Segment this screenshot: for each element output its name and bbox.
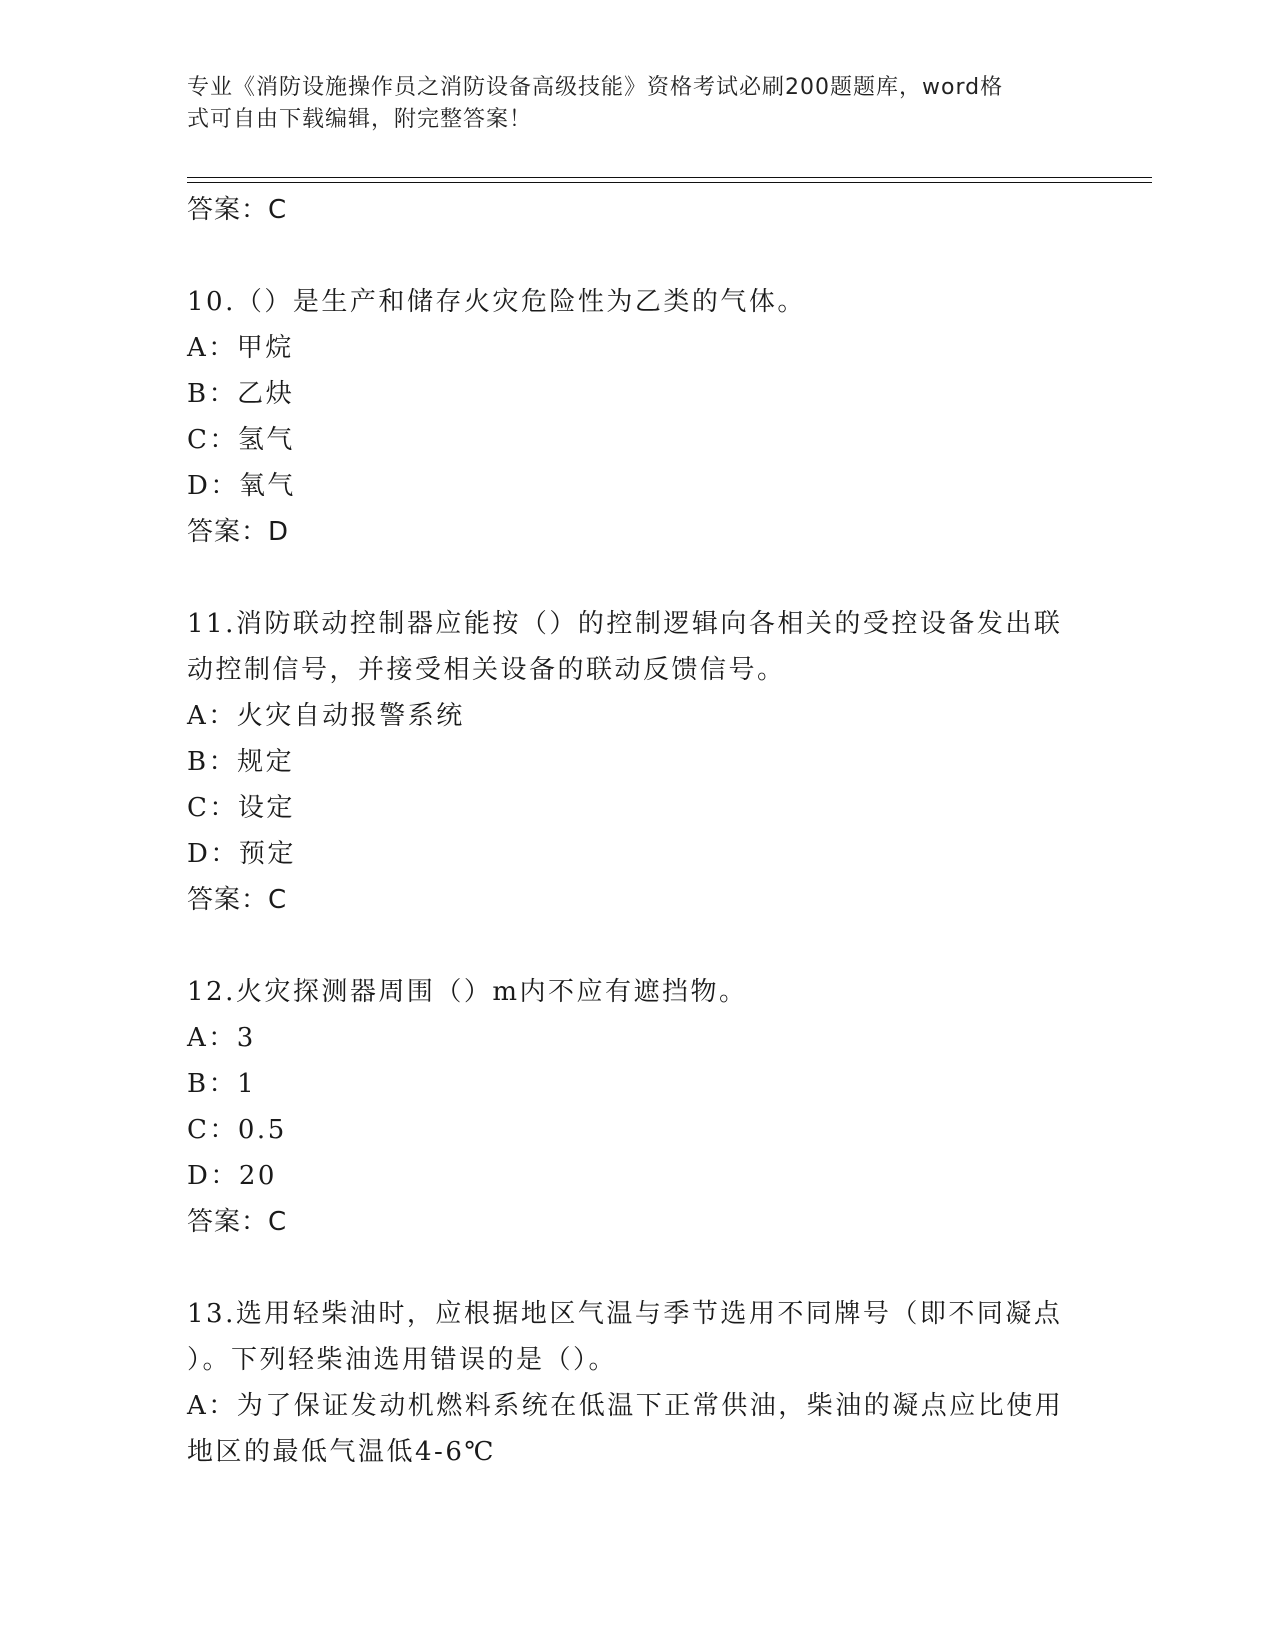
answer-line: 答案：C xyxy=(187,885,288,915)
question-stem: 12.火灾探测器周围（）m内不应有遮挡物。 xyxy=(187,977,748,1007)
question-stem-cont: ）。下列轻柴油选用错误的是（）。 xyxy=(187,1345,618,1375)
question-block xyxy=(187,1291,1077,1475)
option-a: A：甲烷 xyxy=(187,333,294,363)
option-b: B：乙炔 xyxy=(187,379,295,409)
option-b: B：1 xyxy=(187,1069,257,1099)
document-header xyxy=(187,72,1067,136)
option-a-cont: 地区的最低气温低4-6℃ xyxy=(187,1437,496,1467)
spacer xyxy=(187,233,1077,279)
option-d: D：20 xyxy=(187,1161,277,1191)
question-block xyxy=(187,279,1077,555)
spacer xyxy=(187,1245,1077,1291)
spacer xyxy=(187,923,1077,969)
document-body xyxy=(187,187,1077,1475)
spacer xyxy=(187,555,1077,601)
answer-line: 答案：C xyxy=(187,195,288,225)
option-c: C：0.5 xyxy=(187,1115,287,1145)
answer-line: 答案：C xyxy=(187,1207,288,1237)
header-line-1: 专业《消防设施操作员之消防设备高级技能》资格考试必刷200题题库，word格 xyxy=(187,75,1004,100)
question-block xyxy=(187,969,1077,1245)
header-divider-bottom xyxy=(187,182,1152,183)
option-b: B：规定 xyxy=(187,747,295,777)
option-d: D：预定 xyxy=(187,839,296,869)
option-c: C：设定 xyxy=(187,793,295,823)
question-stem: 13.选用轻柴油时，应根据地区气温与季节选用不同牌号（即不同凝点 xyxy=(187,1299,1063,1329)
option-a: A：为了保证发动机燃料系统在低温下正常供油，柴油的凝点应比使用 xyxy=(187,1391,1064,1421)
option-c: C：氢气 xyxy=(187,425,295,455)
option-a: A：火灾自动报警系统 xyxy=(187,701,465,731)
header-divider-top xyxy=(187,177,1152,178)
question-block xyxy=(187,601,1077,923)
question-stem-cont: 动控制信号，并接受相关设备的联动反馈信号。 xyxy=(187,655,786,685)
answer-line: 答案：D xyxy=(187,517,290,547)
header-line-2: 式可自由下载编辑，附完整答案！ xyxy=(187,107,533,132)
option-d: D：氧气 xyxy=(187,471,296,501)
option-a: A：3 xyxy=(187,1023,256,1053)
question-stem: 11.消防联动控制器应能按（）的控制逻辑向各相关的受控设备发出联 xyxy=(187,609,1063,639)
question-stem: 10.（）是生产和储存火灾危险性为乙类的气体。 xyxy=(187,287,806,317)
